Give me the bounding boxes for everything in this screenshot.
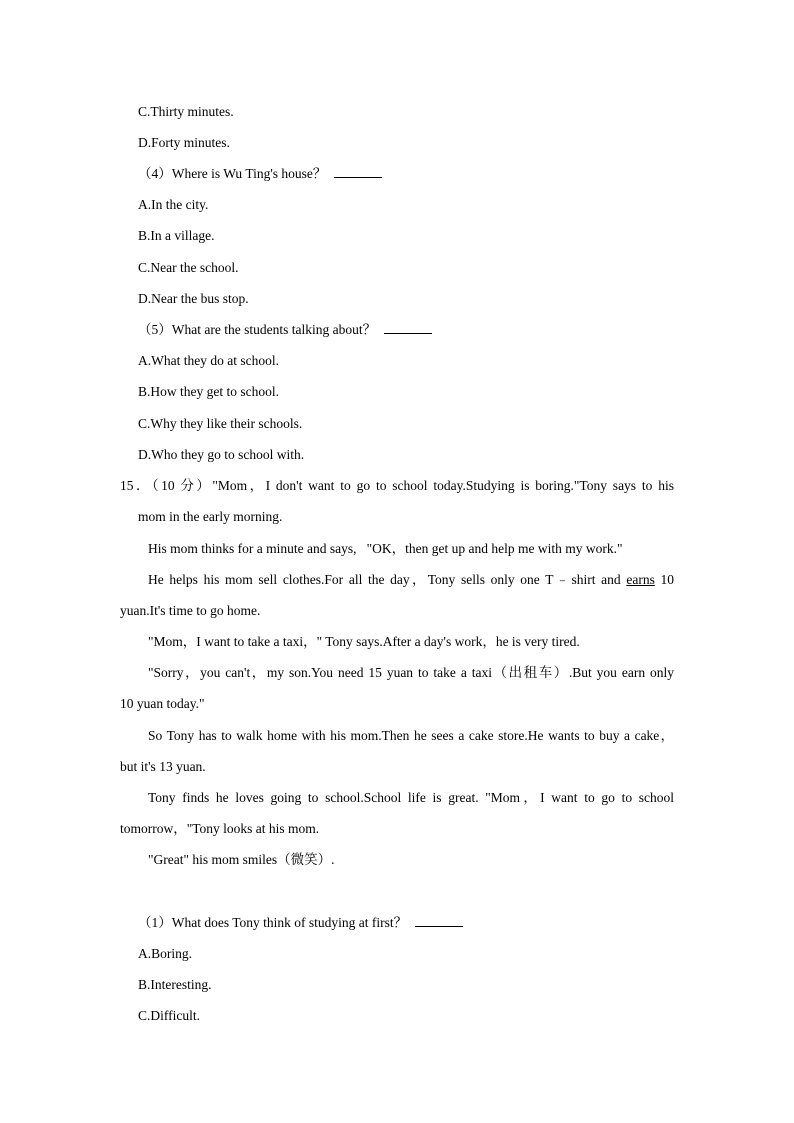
answer-blank	[384, 321, 432, 334]
answer-blank	[334, 165, 382, 178]
question-15-heading-cont: mom in the early morning.	[138, 509, 283, 524]
passage-paragraph: So Tony has to walk home with his mom.Then he sees a cake store.He wants to buy a cake，	[148, 728, 674, 743]
option-a: A.Boring.	[138, 946, 192, 961]
passage-paragraph-cont: tomorrow，"Tony looks at his mom.	[120, 821, 320, 836]
option-b: B.How they get to school.	[138, 384, 279, 399]
option-d: D.Who they go to school with.	[138, 447, 305, 462]
option-c: C.Thirty minutes.	[138, 104, 234, 119]
answer-blank	[415, 914, 463, 927]
question-5-text: （5）What are the students talking about？	[138, 322, 377, 337]
passage-text: He helps his mom sell clothes.For all the day，Tony sells only one T﹣shirt and	[148, 572, 627, 587]
option-d: D.Near the bus stop.	[138, 291, 249, 306]
underlined-word: earns	[626, 572, 655, 587]
option-c: C.Why they like their schools.	[138, 416, 303, 431]
passage-text: 10	[654, 572, 674, 587]
sub-question-1-text: （1）What does Tony think of studying at first？	[138, 915, 408, 930]
passage-paragraph-cont: 10 yuan today."	[120, 696, 205, 711]
passage-paragraph: "Sorry，you can't，my son.You need 15 yuan to take a taxi（出租车）.But you earn only	[148, 665, 674, 680]
passage-paragraph	[148, 571, 674, 589]
passage-paragraph-cont: yuan.It's time to go home.	[120, 603, 261, 618]
option-a: A.In the city.	[138, 197, 209, 212]
option-b: B.In a village.	[138, 228, 215, 243]
passage-paragraph: Tony finds he loves going to school.School life is great. "Mom，I want to go to school	[148, 790, 674, 805]
option-b: B.Interesting.	[138, 977, 212, 992]
passage-paragraph: "Mom，I want to take a taxi，" Tony says.After a day's work，he is very tired.	[148, 634, 580, 649]
option-d: D.Forty minutes.	[138, 135, 230, 150]
question-4	[138, 165, 382, 183]
option-c: C.Difficult.	[138, 1008, 200, 1023]
question-4-text: （4）Where is Wu Ting's house？	[138, 166, 327, 181]
question-15-heading: 15．（10 分）"Mom，I don't want to go to school today.Studying is boring."Tony says to his	[120, 478, 674, 493]
option-a: A.What they do at school.	[138, 353, 279, 368]
option-c: C.Near the school.	[138, 260, 239, 275]
passage-paragraph: "Great" his mom smiles（微笑）.	[148, 852, 335, 867]
passage-paragraph-cont: but it's 13 yuan.	[120, 759, 206, 774]
passage-paragraph: His mom thinks for a minute and says, "OK，then get up and help me with my work."	[148, 541, 623, 556]
question-5	[138, 321, 432, 339]
sub-question-1	[138, 914, 463, 932]
